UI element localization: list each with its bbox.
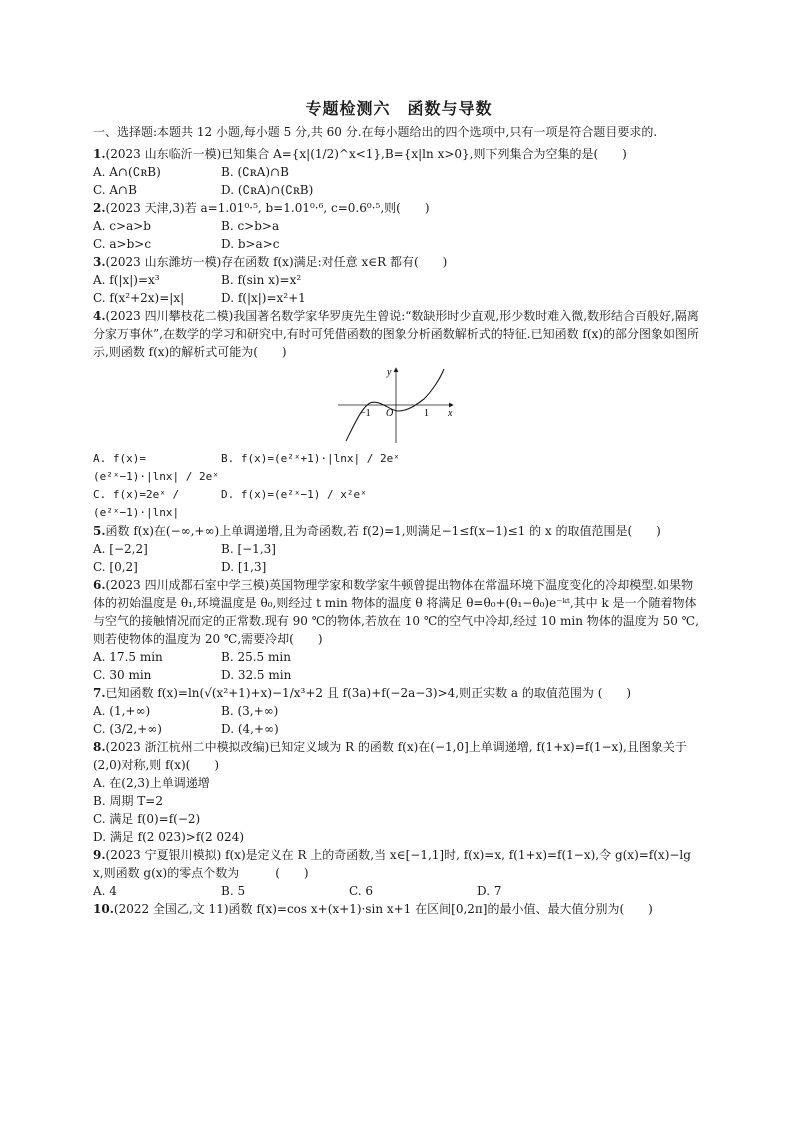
question-stem: (2023 山东临沂一模)已知集合 A={x|(1/2)^x<1},B={x|ln x>0},则下列集合为空集的是( ): [105, 147, 627, 161]
question-2: [93, 199, 705, 253]
question-10: [93, 900, 705, 918]
question-number: 9.: [93, 848, 106, 862]
y-axis-label: y: [387, 367, 392, 378]
option-a: A. f(x)=(e²ˣ−1)·|lnx| / 2eˣ: [93, 452, 219, 483]
tick-neg-one: −1: [360, 408, 371, 419]
question-stem: (2023 四川成都石室中学三模)英国物理学家和数学家牛顿曾提出物体在常温环境下温度变化的冷却模型.如果物体的初始温度是 θ₁,环境温度是 θ₀,则经过 t min 物体的温度 θ 将满足 θ=θ₀+(θ₁−θ₀)e⁻ᵏᵗ,其中 k 是一个随着物体与空气的接触情况而定的正常数.现有 90 ℃的物体,若放在 10 ℃的空气中冷却,经过 10 min 物体的温度为 50 ℃,则若使物体的温度为 20 ℃,需要冷却( ): [93, 578, 699, 646]
question-stem: (2023 宁夏银川模拟) f(x)是定义在 R 上的奇函数,当 x∈[−1,1]时, f(x)=x, f(1+x)=f(1−x),令 g(x)=f(x)−lg x,则函数 g(x)的零点个数为 ( ): [93, 848, 691, 880]
option-c: C. 满足 f(0)=f(−2): [93, 812, 201, 826]
origin-label: O: [386, 408, 394, 419]
question-stem: (2023 山东潍坊一模)存在函数 f(x)满足:对任意 x∈R 都有( ): [105, 255, 448, 269]
option-c: C. 6: [349, 884, 374, 898]
option-b: B. 25.5 min: [221, 650, 291, 664]
option-d: D. (∁ʀA)∩(∁ʀB): [221, 183, 314, 197]
question-8: [93, 738, 705, 846]
option-c: C. f(x²+2x)=|x|: [93, 291, 185, 305]
option-c: C. (3/2,+∞): [93, 722, 162, 736]
question-stem: (2023 四川攀枝花二模)我国著名数学家华罗庚先生曾说:“数缺形时少直观,形少数时难入微,数形结合百般好,隔离分家万事休”,在数学的学习和研究中,有时可凭借函数的图象分析函数解析式的特征.已知函数 f(x)的部分图象如图所示,则函数 f(x)的解析式可能为( ): [93, 309, 699, 359]
option-a: A. A∩(∁ʀB): [93, 165, 161, 179]
question-5: [93, 522, 705, 576]
question-stem: (2022 全国乙,文 11)函数 f(x)=cos x+(x+1)·sin x+1 在区间[0,2π]的最小值、最大值分别为( ): [113, 902, 653, 916]
question-stem: (2023 浙江杭州二中模拟改编)已知定义域为 R 的函数 f(x)在(−1,0]上单调递增, f(1+x)=f(1−x),且图象关于(2,0)对称,则 f(x)( ): [93, 740, 687, 772]
question-number: 7.: [93, 686, 106, 700]
option-b: B. f(x)=(e²ˣ+1)·|lnx| / 2eˣ: [221, 452, 400, 465]
option-d: D. [1,3]: [221, 560, 267, 574]
question-stem: (2023 天津,3)若 a=1.01⁰·⁵, b=1.01⁰·⁶, c=0.6⁰·⁵,则( ): [105, 201, 430, 215]
option-b: B. (3,+∞): [221, 704, 279, 718]
section-instructions: 一、选择题:本题共 12 小题,每小题 5 分,共 60 分.在每小题给出的四个选项中,只有一项是符合题目要求的.: [93, 125, 658, 139]
question-7: [93, 684, 705, 738]
option-b: B. c>b>a: [221, 219, 280, 233]
option-a: A. 4: [93, 884, 117, 898]
question-1: [93, 145, 705, 199]
option-a: A. f(|x|)=x³: [93, 273, 160, 287]
option-a: A. c>a>b: [93, 219, 151, 233]
question-number: 5.: [93, 524, 106, 538]
question-number: 1.: [93, 147, 106, 161]
option-c: C. 30 min: [93, 668, 152, 682]
option-d: D. 满足 f(2 023)>f(2 024): [93, 830, 245, 844]
option-b: B. (∁ʀA)∩B: [221, 165, 289, 179]
question-number: 8.: [93, 740, 106, 754]
option-d: D. 32.5 min: [221, 668, 292, 682]
question-4: [93, 307, 705, 522]
question-3: [93, 253, 705, 307]
tick-one: 1: [424, 408, 429, 419]
question-number: 3.: [93, 255, 106, 269]
question-stem: 已知函数 f(x)=ln(√(x²+1)+x)−1/x³+2 且 f(3a)+f(−2a−3)>4,则正实数 a 的取值范围为 ( ): [105, 686, 632, 700]
option-d: D. 7: [477, 884, 502, 898]
option-a: A. 17.5 min: [93, 650, 163, 664]
option-d: D. f(|x|)=x²+1: [221, 291, 306, 305]
option-b: B. [−1,3]: [221, 542, 276, 556]
question-number: 6.: [93, 578, 106, 592]
question-6: [93, 576, 705, 684]
option-a: A. [−2,2]: [93, 542, 148, 556]
page-title: 专题检测六 函数与导数: [305, 99, 493, 118]
document-page: [93, 96, 705, 918]
question-number: 4.: [93, 309, 106, 323]
option-c: C. [0,2]: [93, 560, 138, 574]
option-a: A. (1,+∞): [93, 704, 151, 718]
option-d: D. (4,+∞): [221, 722, 279, 736]
option-c: C. f(x)=2eˣ / (e²ˣ−1)·|lnx|: [93, 488, 180, 519]
option-c: C. A∩B: [93, 183, 137, 197]
option-b: B. 周期 T=2: [93, 794, 163, 808]
question-9: [93, 846, 705, 900]
question-number: 10.: [93, 902, 114, 916]
function-graph: [336, 365, 458, 445]
x-axis-label: x: [448, 408, 453, 419]
option-d: D. b>a>c: [221, 237, 280, 251]
option-a: A. 在(2,3)上单调递增: [93, 776, 210, 790]
option-c: C. a>b>c: [93, 237, 152, 251]
question-number: 2.: [93, 201, 106, 215]
option-b: B. 5: [221, 884, 246, 898]
option-b: B. f(sin x)=x²: [221, 273, 302, 287]
option-d: D. f(x)=(e²ˣ−1) / x²eˣ: [221, 488, 367, 501]
question-stem: 函数 f(x)在(−∞,+∞)上单调递增,且为奇函数,若 f(2)=1,则满足−1≤f(x−1)≤1 的 x 的取值范围是( ): [105, 524, 661, 538]
